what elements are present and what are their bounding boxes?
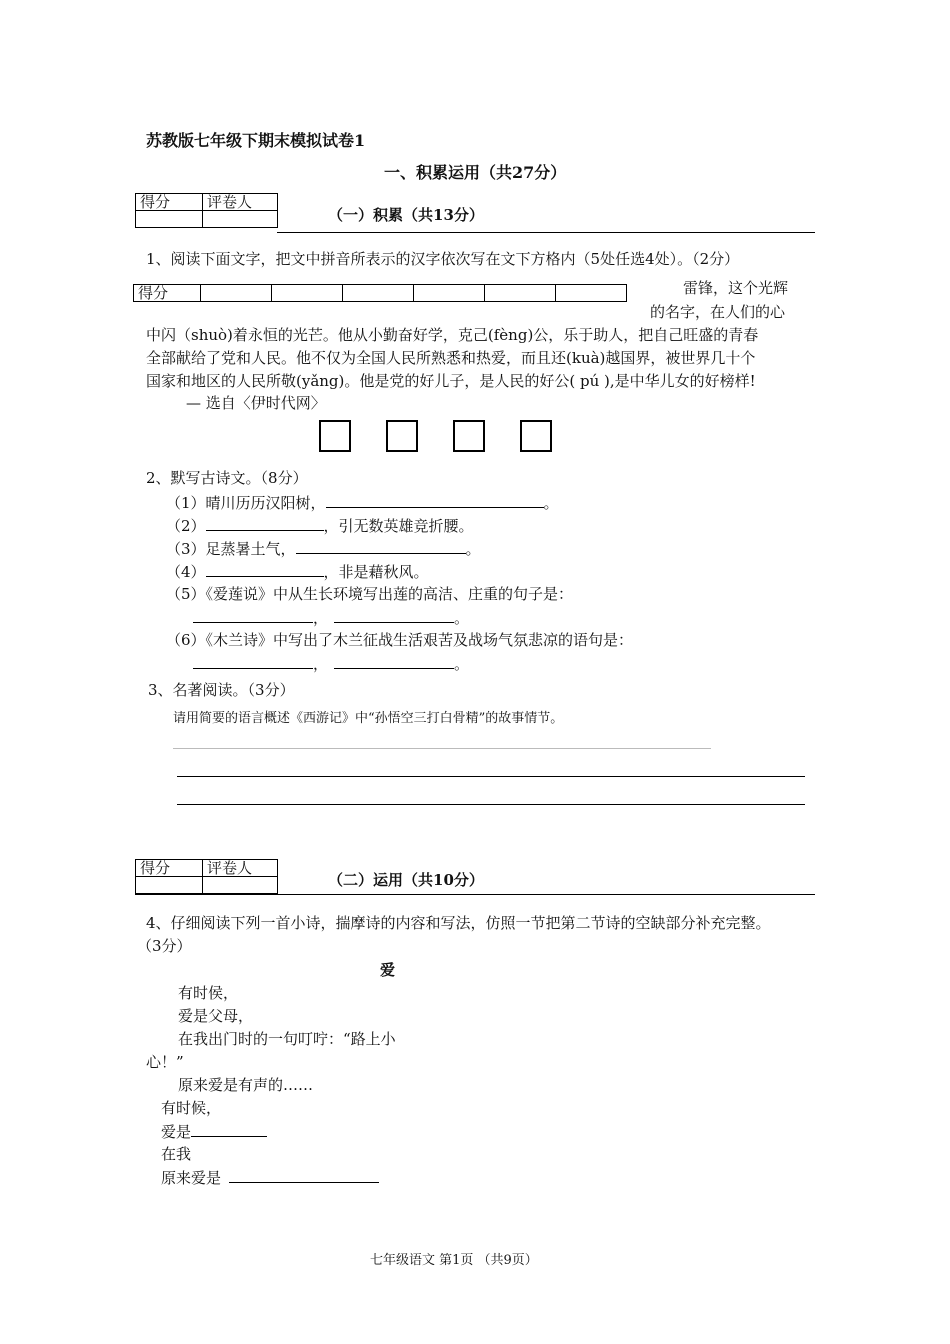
poem-title: 爱	[380, 961, 396, 979]
q3-prompt: 3、名著阅读。（3分）	[148, 681, 295, 699]
q1-passage-line-3: 国家和地区的人民所敬(yǎng)。他是党的好儿子，是人民的好公( pú ),是中华儿女的好榜样!	[146, 372, 756, 390]
q2-line-1-end: 。	[543, 494, 559, 512]
poem-line-3: 在我出门时的一句叮咛：“路上小	[178, 1030, 396, 1048]
answer-blank[interactable]	[326, 491, 544, 508]
separator: ，	[313, 655, 329, 673]
answer-blank[interactable]	[334, 606, 454, 623]
q2-line-4-end: ，非是藉秋风。	[323, 563, 429, 581]
grader-cell[interactable]	[203, 211, 278, 228]
q2-line-5: （5）《爱莲说》中从生长环境写出莲的高洁、庄重的句子是：	[166, 585, 574, 603]
answer-blank[interactable]	[206, 560, 324, 577]
q1-score-cell[interactable]	[485, 285, 556, 302]
section1-title: 一、积累运用（共27分）	[384, 163, 567, 182]
section-divider	[277, 232, 815, 233]
answer-line[interactable]	[177, 776, 805, 777]
answer-blank[interactable]	[229, 1166, 379, 1183]
q2-line-2-text: （2）	[166, 517, 206, 535]
part2-title: （二）运用（共10分）	[328, 871, 484, 889]
answer-blank[interactable]	[191, 1120, 267, 1137]
q2-line-4	[166, 560, 429, 582]
score-label: 得分	[136, 194, 203, 211]
score-table-2	[135, 859, 278, 894]
q1-passage-line-1: 中闪（shuò)着永恒的光芒。他从小勤奋好学，克己(fèng)公，乐于助人，把自己旺盛的青春	[146, 326, 759, 344]
part1-title: （一）积累（共13分）	[328, 206, 484, 224]
q1-score-cell[interactable]	[414, 285, 485, 302]
q2-line-1	[166, 491, 559, 513]
q2-line-5-answers	[193, 606, 469, 628]
grader-label: 评卷人	[203, 860, 278, 877]
q1-score-label: 得分	[134, 285, 201, 302]
stanza2-line-2	[161, 1120, 267, 1142]
separator: ，	[313, 609, 329, 627]
answer-box[interactable]	[386, 420, 418, 452]
stanza2-line-3: 在我	[161, 1145, 192, 1163]
answer-box[interactable]	[319, 420, 351, 452]
poem-line-2: 爱是父母，	[178, 1007, 254, 1025]
exam-title: 苏教版七年级下期末模拟试卷1	[146, 131, 366, 150]
q2-line-1-text: （1）晴川历历汉阳树，	[166, 494, 326, 512]
poem-line-4: 心！”	[146, 1053, 184, 1071]
answer-blank[interactable]	[334, 652, 454, 669]
q2-line-6: （6）《木兰诗》中写出了木兰征战生活艰苦及战场气氛悲凉的语句是：	[166, 631, 634, 649]
q4-prompt-score: （3分）	[137, 937, 192, 955]
q1-side-text-1: 雷锋，这个光辉	[683, 279, 789, 297]
stanza2-line-1: 有时候，	[161, 1099, 222, 1117]
score-cell[interactable]	[136, 877, 203, 894]
separator: 。	[454, 655, 470, 673]
q2-line-3	[166, 537, 481, 559]
stanza2-line-4	[161, 1166, 379, 1188]
answer-blank[interactable]	[193, 606, 313, 623]
q1-prompt: 1、阅读下面文字，把文中拼音所表示的汉字依次写在文下方格内（5处任选4处）。（2分）	[146, 250, 740, 268]
score-label: 得分	[136, 860, 203, 877]
q1-score-table	[133, 284, 627, 302]
q1-score-cell[interactable]	[201, 285, 272, 302]
q2-line-6-answers	[193, 652, 469, 674]
poem-line-5: 原来爱是有声的……	[178, 1076, 314, 1094]
poem-line-1: 有时侯，	[178, 984, 239, 1002]
answer-blank[interactable]	[206, 514, 324, 531]
q1-score-cell[interactable]	[272, 285, 343, 302]
grader-label: 评卷人	[203, 194, 278, 211]
answer-line[interactable]	[173, 748, 711, 749]
q1-score-cell[interactable]	[556, 285, 627, 302]
score-cell[interactable]	[136, 211, 203, 228]
q3-subprompt: 请用简要的语言概述《西游记》中“孙悟空三打白骨精”的故事情节。	[173, 711, 564, 726]
q1-source: — 选自〈伊时代网〉	[186, 394, 326, 412]
grader-cell[interactable]	[203, 877, 278, 894]
section-divider	[135, 894, 815, 895]
stanza2-line-2-text: 爱是	[161, 1123, 192, 1141]
q2-line-2	[166, 514, 474, 536]
score-table-1	[135, 193, 278, 228]
q2-prompt: 2、默写古诗文。（8分）	[146, 469, 308, 487]
answer-blank[interactable]	[296, 537, 466, 554]
separator: 。	[454, 609, 470, 627]
q4-prompt: 4、仔细阅读下列一首小诗，揣摩诗的内容和写法，仿照一节把第二节诗的空缺部分补充完整。	[146, 914, 771, 932]
page-footer: 七年级语文 第1页 （共9页）	[370, 1253, 538, 1268]
answer-line[interactable]	[177, 804, 805, 805]
stanza2-line-4-text: 原来爱是	[161, 1169, 222, 1187]
q2-line-3-end: 。	[465, 540, 481, 558]
q2-line-4-text: （4）	[166, 563, 206, 581]
q1-side-text-2: 的名字，在人们的心	[650, 303, 786, 321]
q2-line-3-text: （3）足蒸暑土气，	[166, 540, 296, 558]
answer-box[interactable]	[453, 420, 485, 452]
q1-passage-line-2: 全部献给了党和人民。他不仅为全国人民所熟悉和热爱，而且还(kuà)越国界，被世界几十个	[146, 349, 756, 367]
q1-score-cell[interactable]	[343, 285, 414, 302]
q2-line-2-end: ，引无数英雄竞折腰。	[323, 517, 474, 535]
answer-box[interactable]	[520, 420, 552, 452]
answer-blank[interactable]	[193, 652, 313, 669]
